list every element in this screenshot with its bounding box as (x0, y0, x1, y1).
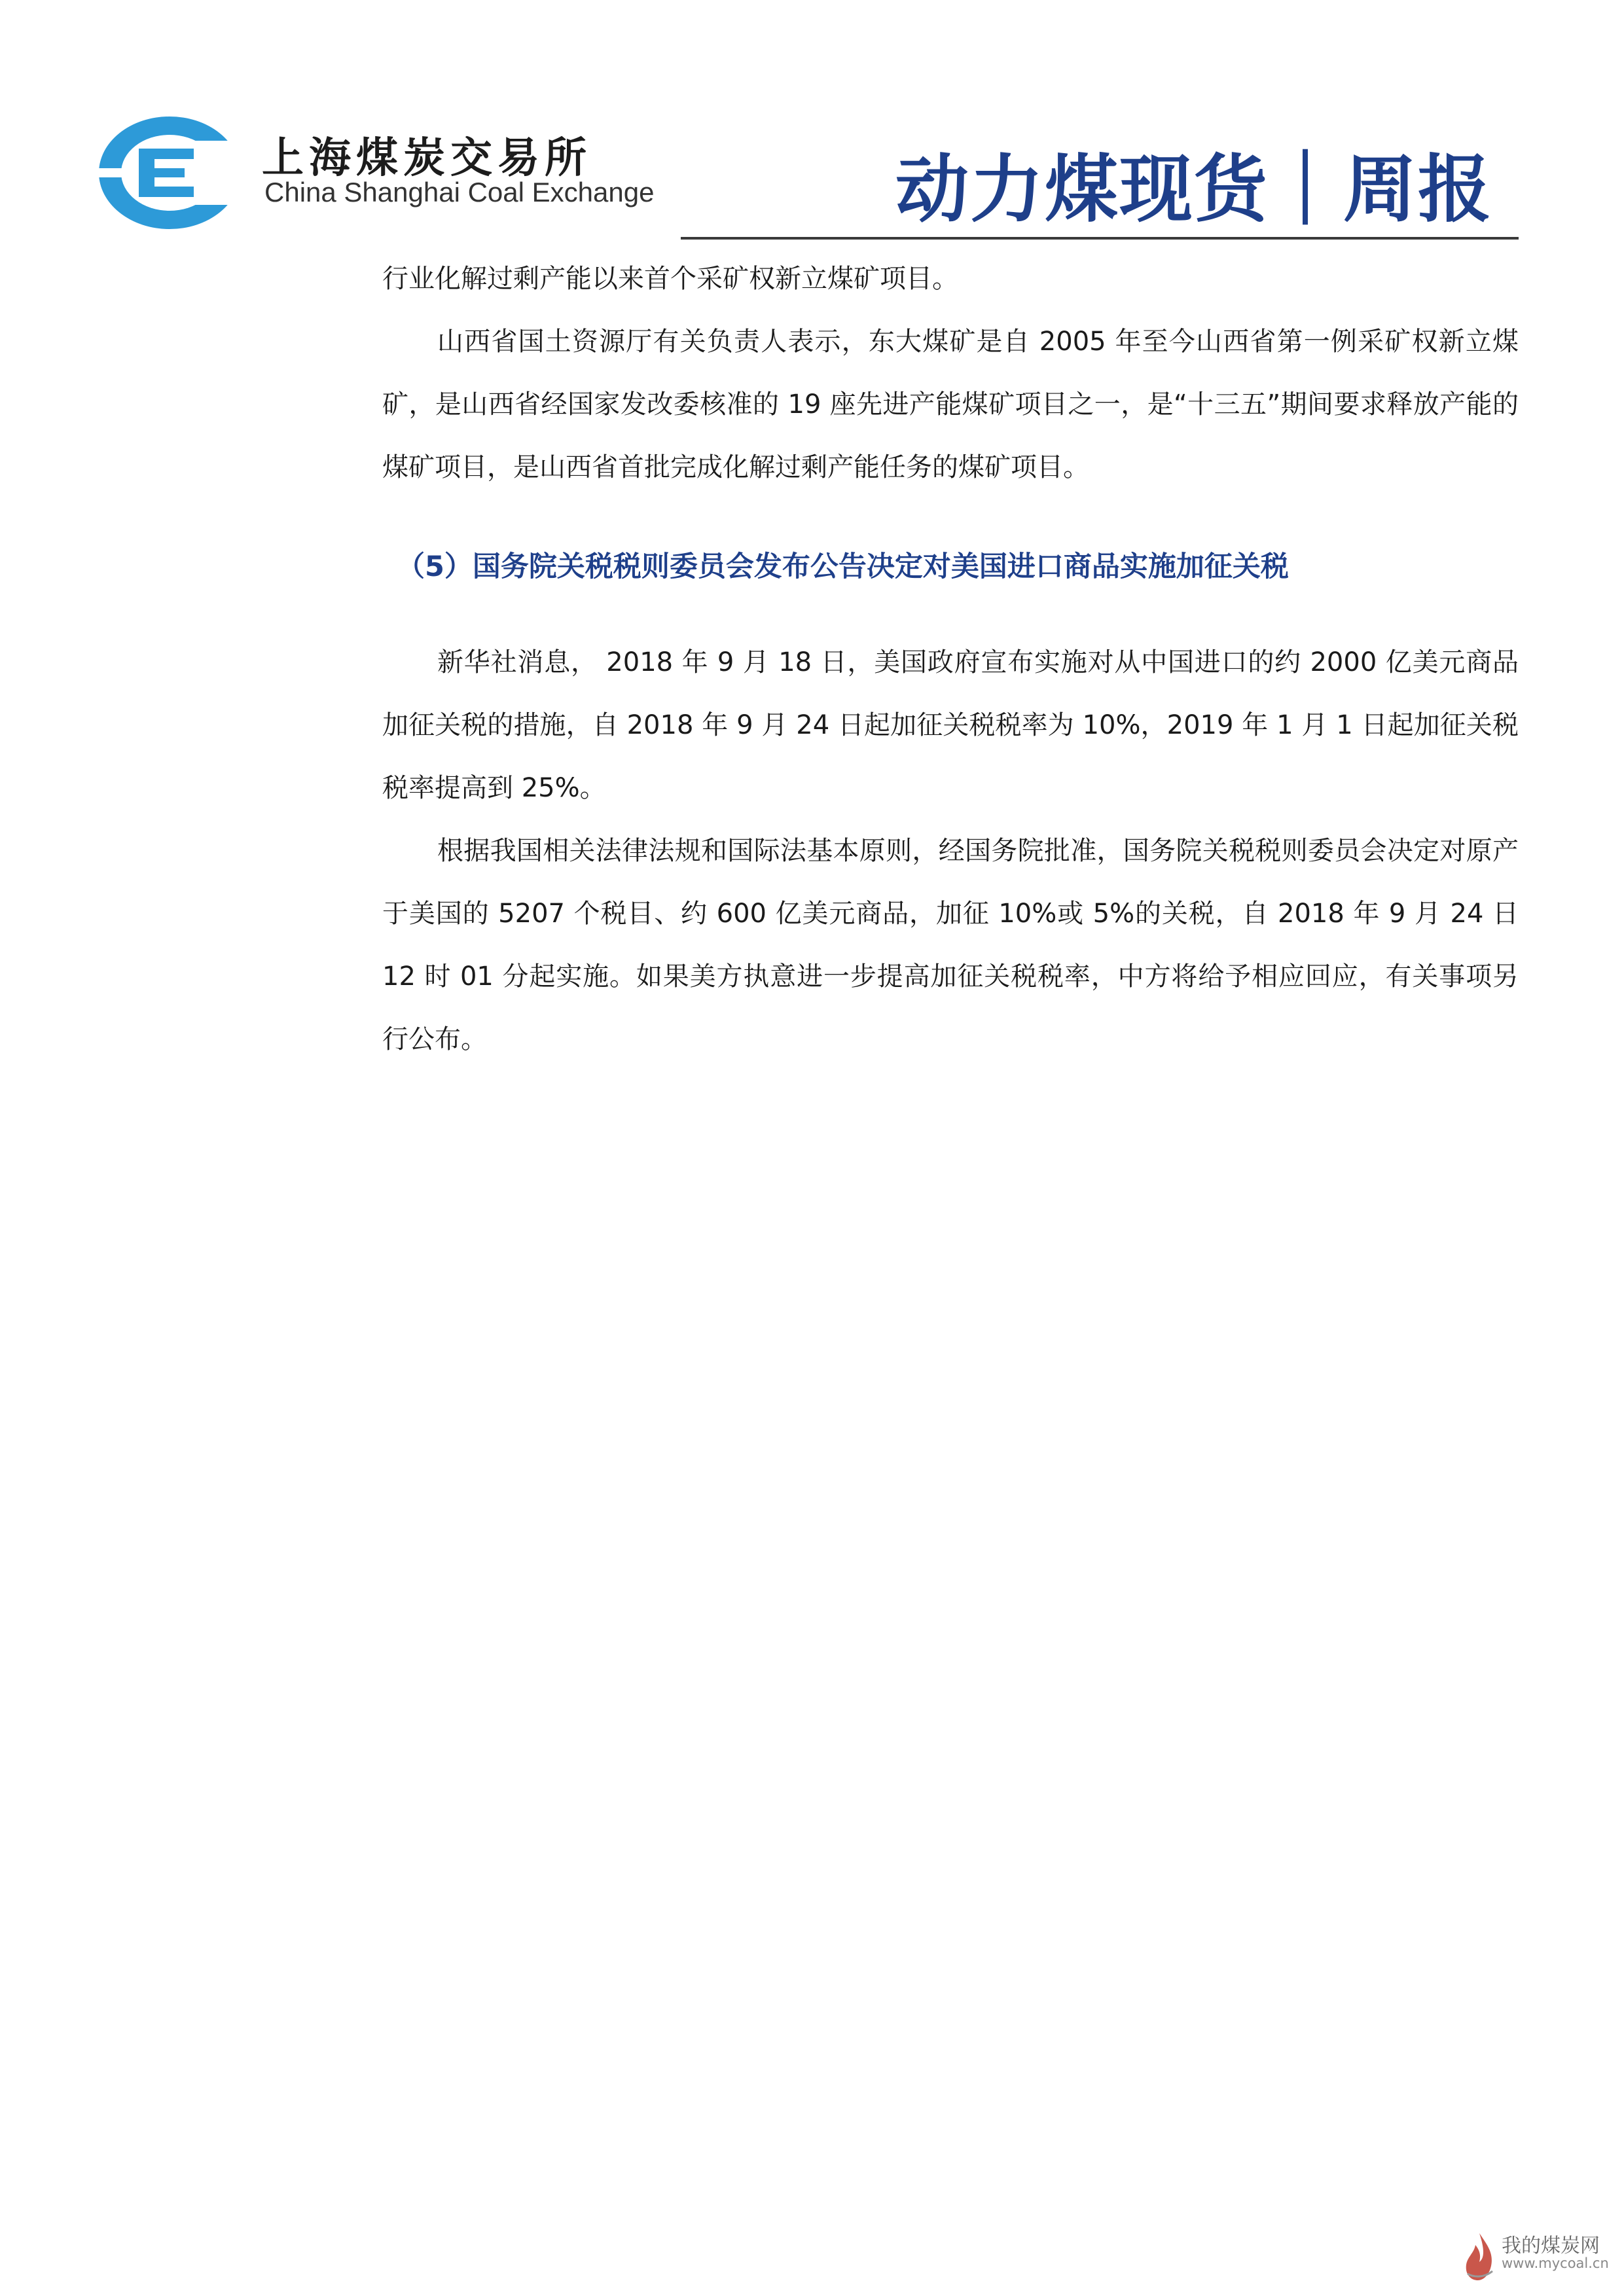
section-heading-5: （5）国务院关税税则委员会发布公告决定对美国进口商品实施加征关税 (397, 550, 1289, 583)
watermark-url: www.mycoal.cn (1502, 2255, 1609, 2271)
paragraph-1: 行业化解过剩产能以来首个采矿权新立煤矿项目。 (382, 264, 958, 294)
header-divider (681, 237, 1519, 240)
watermark-name: 我的煤炭网 (1502, 2234, 1600, 2257)
paragraph-4: 根据我国相关法律法规和国际法基本原则，经国务院批准，国务院关税税则委员会决定对原产于美国的 5207 个税目、约 600 亿美元商品，加征 10%或 5%的关税，自 2018 年 9 月 24 日 12 时 01 分起实施。如果美方执意进一步提高加征关税税率，中方将给予相应回应，有关事项另行公布。 (382, 836, 1519, 1054)
flame-icon (1461, 2231, 1498, 2283)
report-title: 动力煤现货｜周报 (895, 147, 1492, 232)
brand-name-en: China Shanghai Coal Exchange (264, 177, 655, 207)
paragraph-2: 山西省国土资源厅有关负责人表示，东大煤矿是自 2005 年至今山西省第一例采矿权新立煤矿，是山西省经国家发改委核准的 19 座先进产能煤矿项目之一，是“十三五”期间要求释放产能的煤矿项目，是山西省首批完成化解过剩产能任务的煤矿项目。 (382, 327, 1519, 482)
exchange-logo-icon (97, 115, 242, 231)
watermark (1461, 2225, 1618, 2288)
document-body (382, 247, 1519, 1071)
paragraph-3: 新华社消息， 2018 年 9 月 18 日，美国政府宣布实施对从中国进口的约 2000 亿美元商品加征关税的措施，自 2018 年 9 月 24 日起加征关税税率为 10%，2019 年 1 月 1 日起加征关税税率提高到 25%。 (382, 647, 1519, 803)
brand-name-cn: 上海煤炭交易所 (262, 134, 592, 183)
